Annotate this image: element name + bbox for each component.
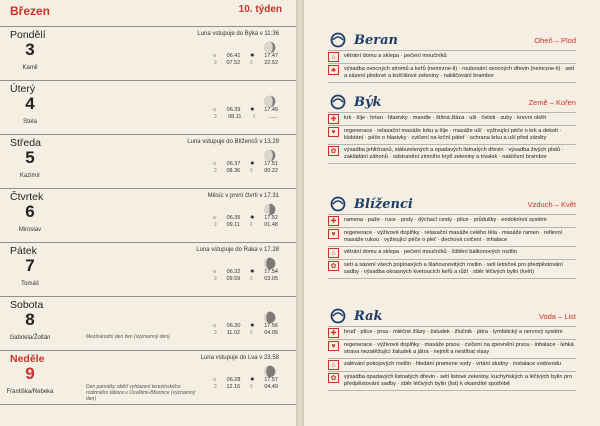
moonrise-icon: ☽ [212,276,217,282]
day-number: 5 [25,148,35,167]
zodiac-block [328,32,576,83]
zodiac-row-text: větrání domu a sklepa · pečení moučníků · čištění balkonových rostlin [344,249,517,255]
day-row [0,80,296,134]
day-name: Úterý [10,83,36,95]
zodiac-row [328,228,576,247]
zodiac-header [328,32,576,51]
heart-icon: ♥ [328,127,339,137]
zodiac-element: Země – Kořen [528,98,576,107]
zodiac-row [328,247,576,260]
zodiac-row [328,260,576,279]
tree-icon: ♣ [328,65,339,75]
sun-moon-times [212,53,278,67]
moonrise-time: 07.52 [226,60,241,66]
sunrise-time: 06.30 [226,323,241,329]
sunset-time: 17.47 [264,53,278,59]
sunrise-time: 06.35 [226,215,241,221]
sunrise-icon: ☼ [212,269,218,275]
sunrise-icon: ☼ [212,53,218,59]
sunset-time: 17.56 [264,323,278,329]
nameday: Miroslav [18,227,42,233]
ram-icon [328,32,348,48]
day-name: Pondělí [10,29,46,41]
sunrise-time: 06.41 [226,53,241,59]
moonset-icon: ☾ [249,276,255,282]
moonrise-icon: ☽ [212,114,217,120]
sunset-icon: ✹ [250,107,255,113]
sunset-time: 17.57 [264,377,278,383]
holiday-note: Mezinárodní den žen (významný den) [86,334,170,340]
moonrise-time: 08.36 [226,168,241,174]
zodiac-row-text: regenerace · relaxační masáže krku a šíje · masáže uší · vyživující péče o krk a dekolt · kloktání · péče o hlasivky · cvičení na krční páteř · ochrana krku a uší před záněty [344,128,562,141]
nameday: Stela [23,119,37,125]
zodiac-row-text: větrání domu a sklepa · pečení moučníků [344,53,447,59]
nameday: Františka/Rebeka [6,389,54,395]
zodiac-row-text: regenerace · výživové doplňky · relaxační masáže celého těla · masáže ramen · reflexní masáže rukou · vyživující péče o pleť · dechová cvičení · inhalace [344,230,563,243]
moonrise-time: 09.59 [226,276,241,282]
zodiac-row-text: zalévání pokojových rostlin · hledání pramene vody · vrtání studny · instalace vodovodu [344,361,562,367]
zodiac-row [328,51,576,64]
zodiac-header [328,94,576,113]
zodiac-row-text: výsadba ovocných stromů a keřů (nemrzne-li) · roubování ovocných dřevin (nemrzne-li) · setí a sázení plodové a košťálové zeleniny · nakličování brambor [344,66,575,79]
zodiac-block [328,308,576,391]
house-icon: ⌂ [328,52,339,62]
sun-moon-times [212,323,278,337]
sunset-time: 17.51 [264,161,278,167]
moonrise-time: 08.11 [228,114,242,120]
heart-icon: ♥ [328,229,339,239]
sunrise-time: 06.32 [226,269,241,275]
sunrise-time: 06.39 [226,107,241,113]
nameday: Gabriela/Žoltán [9,335,51,341]
book-gutter [296,0,304,426]
sunrise-icon: ☼ [212,377,218,383]
nameday: Kamil [22,65,38,71]
zodiac-row [328,327,576,340]
sunset-icon: ✹ [250,377,255,383]
page-header [10,4,282,18]
zodiac-header [328,308,576,327]
moonrise-icon: ☽ [212,60,217,66]
zodiac-name: Beran [354,33,398,48]
sunset-icon: ✹ [250,323,255,329]
zodiac-row-text: hruď · plíce · prsa · mléčné žlázy · žaludek · žlučník · játra · lymfatický a nervový systém [344,329,563,335]
day-name: Čtvrtek [10,191,44,203]
sunrise-icon: ☼ [212,107,218,113]
zodiac-row [328,359,576,372]
month-title: Březen [10,4,51,18]
cross-icon: ✚ [328,114,339,124]
nameday: Kazimír [19,173,41,179]
sunrise-time: 06.28 [226,377,241,383]
zodiac-element: Vzduch – Květ [527,200,576,209]
week-number: 10. týden [238,4,282,15]
zodiac-row [328,145,576,164]
sunset-icon: ✹ [250,269,255,275]
sunset-icon: ✹ [250,161,255,167]
cross-icon: ✚ [328,328,339,338]
day-row [0,26,296,80]
zodiac-row [328,113,576,126]
twins-icon [328,196,348,212]
moonrise-time: 09.11 [226,222,240,228]
house-icon: ⌂ [328,360,339,370]
day-number: 9 [25,364,35,383]
zodiac-row [328,64,576,83]
moonset-icon: ☾ [252,114,258,120]
sunrise-icon: ☼ [212,161,218,167]
moonset-time: 01.48 [264,222,278,228]
sun-moon-times [212,161,278,175]
zodiac-row [328,340,576,359]
moonset-time: 00.22 [264,168,278,174]
zodiac-row [328,372,576,391]
day-name: Sobota [10,299,44,311]
day-name: Středa [10,137,41,149]
moonset-time: ...... [268,114,278,120]
day-number: 7 [25,256,35,275]
day-row [0,242,296,296]
holiday-note: Den památky obětí vyhlazení terezínského rodinného tábora v Osvětimi-Březince (významný den) [86,384,196,402]
sunset-time: 17.54 [264,269,278,275]
sunrise-icon: ☼ [212,215,218,221]
zodiac-row-text: setí a sázení všech popínavých a šlahounovitých rostlin · setí letniček pro předpěstování sadby · výsadba okrasných kvetoucích keřů a růží · sběr léčivých bylin (květ) [344,262,563,275]
sun-moon-times [212,377,278,391]
sunset-icon: ✹ [250,53,255,59]
sun-moon-times [212,269,278,283]
day-row [0,350,296,405]
sunrise-time: 06.37 [226,161,241,167]
sunrise-icon: ☼ [212,323,218,329]
day-number: 8 [25,310,35,329]
moon-note: Měsíc v první čtvrti v 17.31 [207,193,279,199]
day-row [0,188,296,242]
moonrise-icon: ☽ [212,330,217,336]
moonrise-icon: ☽ [212,222,217,228]
plant-icon: ✿ [328,146,339,156]
zodiac-row-text: výsadba opadavých listnatých dřevin · setí listové zeleniny, kuchyňských a léčivých bylin pro předpěstování sadby · sběr léčivých bylin (list) k okamžité spotřebě [344,374,573,387]
moonrise-time: 11.02 [226,330,240,336]
zodiac-element: Oheň – Plod [534,36,576,45]
left-page [0,0,296,426]
day-name: Neděle [10,353,45,365]
moonset-icon: ☾ [249,60,255,66]
day-row [0,296,296,350]
nameday: Tomáš [21,281,39,287]
zodiac-row-text: ramena · paže · ruce · prsty · dýchací cesty · plíce · průdušky · endokrinní systém [344,217,547,223]
plant-icon: ✿ [328,261,339,271]
sunset-time: 17.49 [264,107,278,113]
day-number: 6 [25,202,35,221]
moon-note: Luna vstupuje do Blíženců v 13.29 [187,139,279,145]
zodiac-name: Rak [354,309,383,324]
zodiac-row-text: výsadba jehličnanů, stálezelených a opadavých listnatých dřevin · výsadba živých plotů · zakládání záhonů · odstranění zimního krytí zeleniny a trvalek · nakličení brambor [344,147,564,160]
zodiac-block [328,94,576,164]
moonset-icon: ☾ [249,330,255,336]
sunset-time: 17.52 [264,215,278,221]
zodiac-row-text: krk · šíje · hrtan · hlasivky · mandle · štítná žláza · uši · čelisti · zuby · krevní oběh [344,115,547,121]
moonset-icon: ☾ [249,222,255,228]
zodiac-header [328,196,576,215]
day-row [0,134,296,188]
moon-note: Luna vstupuje do Raka v 17.28 [196,247,279,253]
cross-icon: ✚ [328,216,339,226]
heart-icon: ♥ [328,341,339,351]
plant-icon: ✿ [328,373,339,383]
moonrise-icon: ☽ [212,384,217,390]
zodiac-name: Blíženci [354,197,413,212]
moonset-time: 04.05 [264,330,278,336]
bull-icon [328,94,348,110]
moonset-time: 04.49 [264,384,278,390]
moonset-icon: ☾ [249,384,255,390]
zodiac-row [328,215,576,228]
moon-note: Luna vstupuje do Lva v 23.58 [200,355,279,361]
day-number: 4 [25,94,35,113]
house-icon: ⌂ [328,248,339,258]
day-list [0,26,296,405]
crab-icon [328,308,348,324]
zodiac-element: Voda – List [538,312,576,321]
day-name: Pátek [10,245,37,257]
day-number: 3 [25,40,35,59]
zodiac-block [328,196,576,279]
moonrise-icon: ☽ [212,168,217,174]
moonset-time: 03.05 [264,276,278,282]
zodiac-row-text: regenerace · výživové doplňky · masáže prsou · cvičení na zpevnění prsou · inhalace · lehká strava nezatěžující žaludek a játra · nejmít a nestíhat vlasy [344,342,574,355]
sun-moon-times [212,107,278,121]
moonset-time: 22.52 [264,60,278,66]
moonset-icon: ☾ [249,168,255,174]
moon-note: Luna vstupuje do Býka v 11:36 [197,31,279,37]
sun-moon-times [212,215,278,229]
sunset-icon: ✹ [250,215,255,221]
zodiac-name: Býk [354,95,382,110]
moonrise-time: 12.16 [226,384,241,390]
zodiac-row [328,126,576,145]
